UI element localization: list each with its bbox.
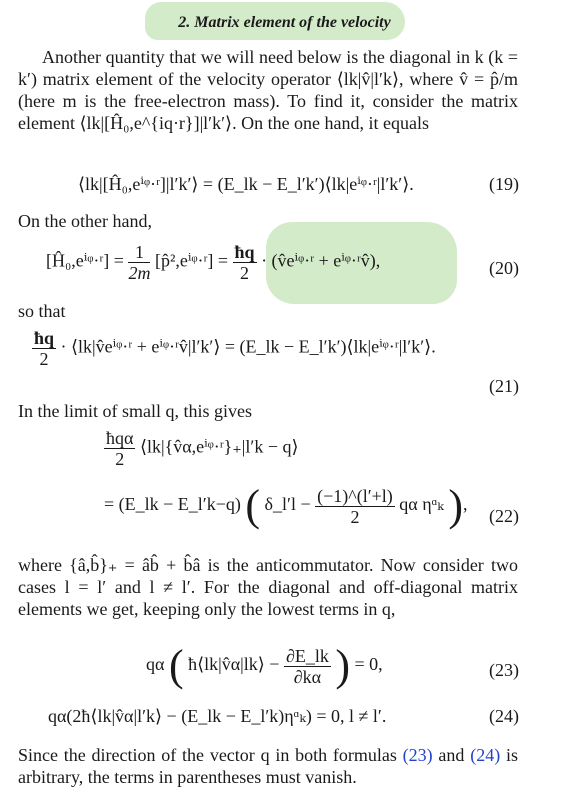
equation-22-sign-fraction [315, 486, 395, 527]
equation-23-fraction [284, 646, 331, 687]
equation-20-rhs: · (v̂eⁱᵠ·ʳ + eⁱᵠ·ʳv̂), [261, 250, 381, 271]
fraction-denominator: 2m [128, 263, 151, 283]
equation-22-tail: qα ηᵅₖ [399, 494, 444, 515]
paragraph-intro: Another quantity that we will need below is the diagonal in k (k = k′) matrix element of the velocity operator ⟨lk|v̂|l′k⟩, where v̂ = p̂/m (here m is the free-electron mass). To find it, consider the matrix element ⟨lk|[Ĥ₀,e^{iq·r}]|l′k′⟩. On the one hand, it equals [18, 47, 518, 133]
equation-24: qα(2ħ⟨lk|v̂α|l′k⟩ − (E_lk − E_l′k)ηᵅₖ) = 0, l ≠ l′. [48, 706, 387, 726]
equation-20-fraction-2 [233, 242, 257, 283]
equation-20-fraction-1 [128, 242, 150, 283]
equation-22-energy-difference: = (E_lk − E_l′k−q) [104, 494, 241, 515]
paragraph-so-that: so that [18, 301, 66, 321]
equation-20-middle: [p̂²,eⁱᵠ·ʳ] = [154, 250, 233, 271]
fraction-numerator: ∂E_lk [285, 645, 329, 666]
paragraph-conclusion [18, 744, 518, 788]
fraction-numerator: ħq [34, 328, 55, 348]
equation-22-first-line [104, 428, 299, 469]
section-title: 2. Matrix element of the velocity [178, 14, 391, 31]
equation-23-number: (23) [489, 660, 519, 680]
fraction-denominator: 2 [240, 263, 250, 283]
equation-23-inner: ħ⟨lk|v̂α|lk⟩ − [188, 654, 284, 675]
conclusion-text-c: is arbitrary, the terms in parentheses must vanish. [18, 745, 518, 787]
equation-20-number: (20) [489, 258, 519, 278]
conclusion-text-b: and [432, 745, 471, 765]
equation-22-second-line: = (E_lk − E_l′k−q) ( δ_l′l − $\frac{(-1)\^{}(l'+l)}{2}$ qα ηᵅₖ ), [104, 481, 468, 530]
fraction-numerator: ħqα [106, 428, 134, 448]
equation-21 [32, 328, 436, 369]
conclusion-text-a: Since the direction of the vector q in both formulas [18, 745, 403, 765]
equation-21-fraction [32, 328, 56, 369]
equation-22-anticommutator: ⟨lk|{v̂α,eⁱᵠ·ʳ}₊|l′k − q⟩ [139, 436, 299, 457]
equation-19-number: (19) [489, 174, 519, 194]
equation-21-rhs: · ⟨lk|v̂eⁱᵠ·ʳ + eⁱᵠ·ʳv̂|l′k′⟩ = (E_lk − E_l′k′)⟨lk|eⁱᵠ·ʳ|l′k′⟩. [60, 336, 436, 357]
equation-23-reference-link[interactable]: (23) [402, 745, 433, 765]
fraction-denominator: ∂kα [293, 666, 322, 687]
fraction-denominator: 2 [115, 449, 125, 469]
equation-23: qα ( ħ⟨lk|v̂α|lk⟩ − $\frac{\partial E\_lk}{\partial k\alpha}$ ) = 0, [146, 641, 383, 690]
equation-24-reference-link[interactable]: (24) [470, 745, 501, 765]
equation-21-number: (21) [489, 376, 519, 396]
fraction-numerator: ħq [234, 242, 255, 262]
equation-19: ⟨lk|[Ĥ₀,eⁱᵠ·ʳ]|l′k′⟩ = (E_lk − E_l′k′)⟨lk|eⁱᵠ·ʳ|l′k′⟩. [78, 174, 414, 194]
equation-23-prefactor: qα [146, 654, 165, 675]
fraction-denominator: 2 [39, 349, 49, 369]
equation-22-delta: δ_l′l − [264, 494, 316, 515]
fraction-numerator: (−1)^(l′+l) [317, 485, 393, 506]
paragraph-small-q: In the limit of small q, this gives [18, 401, 252, 421]
equation-20 [46, 242, 380, 283]
paragraph-other-hand: On the other hand, [18, 211, 152, 231]
fraction-denominator: 2 [350, 506, 360, 527]
equation-24-number: (24) [489, 706, 519, 726]
paragraph-anticommutator: where {â,b̂}₊ = âb̂ + b̂â is the anticommutator. Now consider two cases l = l′ and l ≠ l′. For the diagonal and off-diagonal matrix elements we get, keeping only the lowest terms in q, [18, 555, 518, 619]
equation-20-lhs: [Ĥ₀,eⁱᵠ·ʳ] = [46, 250, 129, 271]
equation-22-number: (22) [489, 506, 519, 526]
equation-22-fraction [104, 428, 135, 469]
fraction-numerator: 1 [128, 242, 150, 263]
equation-23-result: = 0, [354, 654, 383, 675]
